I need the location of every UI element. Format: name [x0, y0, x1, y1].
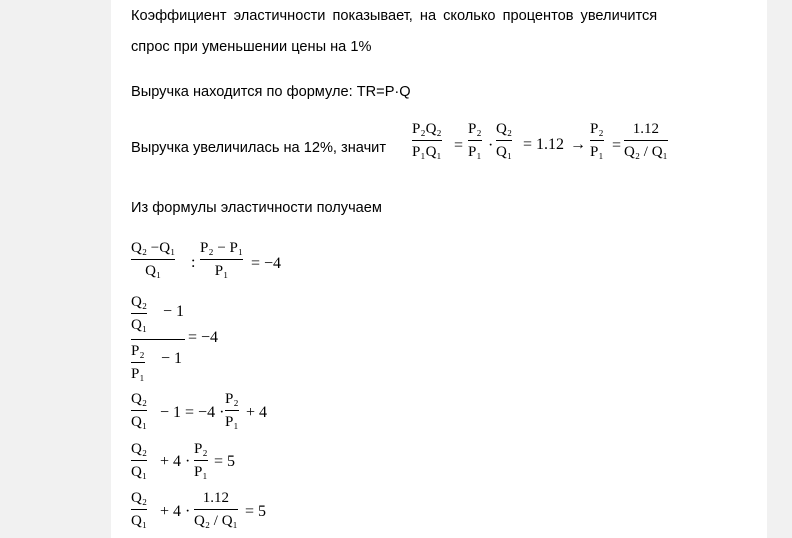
denominator: Q₁ [496, 144, 513, 160]
numerator: P₂Q₂ [412, 121, 442, 137]
numerator: Q₂ [131, 391, 148, 407]
numerator: 1.12 [632, 121, 660, 137]
numerator: P₂ [225, 391, 239, 407]
denominator: P₁ [131, 366, 145, 382]
denominator: P₁ [468, 144, 482, 160]
term: = 5 [214, 453, 236, 470]
paragraph-line: Выручка увеличилась на 12%, значит [131, 140, 387, 156]
denominator: Q₁ [131, 513, 148, 529]
paragraph-line: Выручка находится по формуле: TR=P·Q [131, 84, 411, 100]
term: + 4 · [160, 503, 191, 520]
denominator: P₁ [194, 464, 208, 480]
fraction [131, 295, 147, 333]
denominator: Q₁ [131, 414, 148, 430]
denominator: Q₁ [145, 263, 162, 279]
term: − 1 = −4 · [160, 404, 225, 421]
numerator: 1.12 [202, 490, 230, 506]
numerator: Q₂ [496, 121, 513, 137]
fraction [194, 491, 238, 529]
denominator: Q₁ [131, 317, 148, 333]
numerator: P₂ [590, 121, 604, 137]
term: = 5 [245, 503, 267, 520]
numerator: Q₂ [131, 490, 148, 506]
denominator: P₁ [590, 144, 604, 160]
denominator: Q₁ [131, 464, 148, 480]
numerator: P₂ [468, 121, 482, 137]
denominator: P₁ [225, 414, 239, 430]
equals-sign: = [454, 137, 464, 154]
term: − 1 [163, 303, 185, 320]
fraction [468, 122, 482, 160]
fraction [131, 491, 147, 529]
fraction [496, 122, 512, 160]
fraction [200, 241, 243, 279]
numerator: P₂ [131, 343, 145, 359]
denominator: Q₂ / Q₁ [194, 513, 238, 529]
numerator: Q₂ [131, 294, 148, 310]
arrow-icon: → [570, 136, 586, 153]
numerator: P₂ − P₁ [200, 240, 244, 256]
fraction [225, 392, 239, 430]
numerator: P₂ [194, 441, 208, 457]
equation-rhs: = −4 [251, 255, 282, 272]
fraction [131, 344, 145, 382]
equals-sign: = [612, 137, 622, 154]
term: − 1 [161, 350, 183, 367]
equation-rhs: = −4 [188, 329, 219, 346]
denominator: P₁Q₁ [412, 144, 442, 160]
numerator: Q₂ −Q₁ [131, 240, 176, 256]
main-fraction-bar [131, 339, 185, 340]
paragraph-line: Коэффициент эластичности показывает, на сколько процентов увеличится [131, 8, 658, 24]
fraction [194, 442, 208, 480]
paragraph-line: Из формулы эластичности получаем [131, 200, 382, 216]
fraction [131, 442, 147, 480]
denominator: P₁ [214, 263, 229, 279]
fraction [412, 122, 442, 160]
dot-operator: · [488, 137, 494, 154]
fraction [624, 122, 668, 160]
fraction [131, 392, 147, 430]
fraction [131, 241, 175, 279]
colon: : [191, 254, 196, 271]
paragraph-line: спрос при уменьшении цены на 1% [131, 39, 372, 55]
term: + 4 · [160, 453, 191, 470]
numerator: Q₂ [131, 441, 148, 457]
denominator: Q₂ / Q₁ [624, 144, 668, 160]
fraction [590, 122, 604, 160]
term: + 4 [246, 404, 268, 421]
equation-result: = 1.12 [523, 136, 565, 153]
